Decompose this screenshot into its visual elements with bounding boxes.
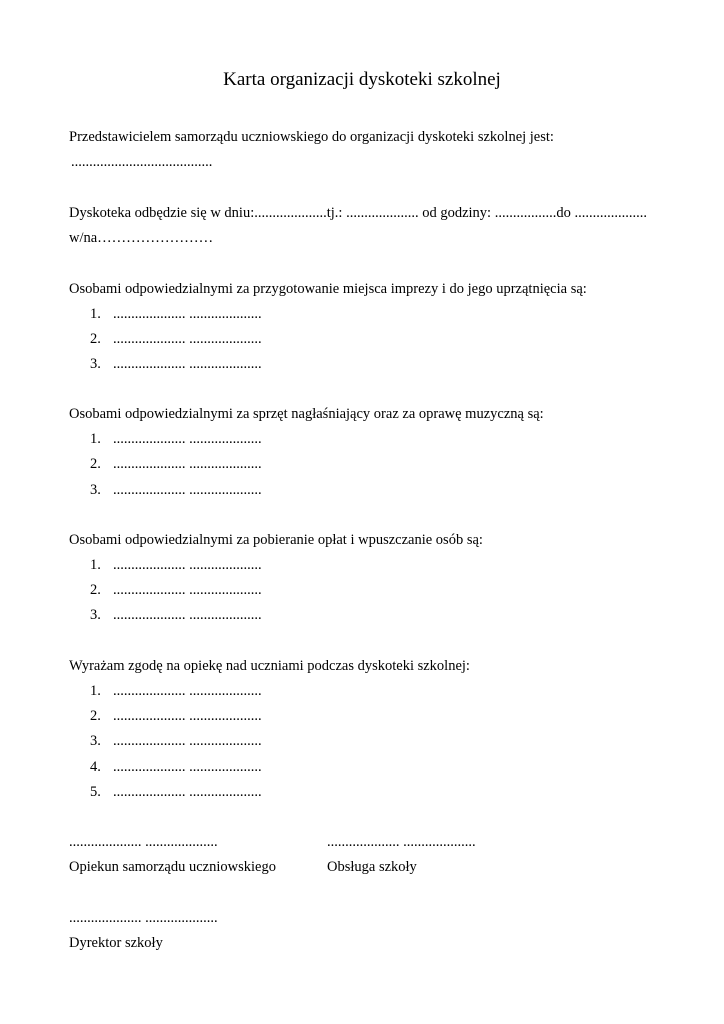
list-item-number: 2. bbox=[90, 456, 101, 472]
list-item bbox=[90, 606, 262, 624]
date-line: Dyskoteka odbędzie się w dniu:....................tj.: .................... od godziny: .................do .................... bbox=[69, 205, 647, 221]
list-item-blank: .................... .................... bbox=[113, 607, 262, 623]
list-item-blank: .................... .................... bbox=[113, 456, 262, 472]
list-item bbox=[90, 430, 262, 448]
list-item-blank: .................... .................... bbox=[113, 683, 262, 699]
list-item bbox=[90, 305, 262, 323]
list-item-blank: .................... .................... bbox=[113, 331, 262, 347]
list-item-number: 5. bbox=[90, 784, 101, 800]
page-title: Karta organizacji dyskoteki szkolnej bbox=[223, 69, 501, 90]
list-item-number: 1. bbox=[90, 306, 101, 322]
list-item bbox=[90, 556, 262, 574]
list-item-number: 2. bbox=[90, 708, 101, 724]
list-item bbox=[90, 707, 262, 725]
list-item-blank: .................... .................... bbox=[113, 431, 262, 447]
list-item bbox=[90, 330, 262, 348]
list-item-number: 2. bbox=[90, 582, 101, 598]
list-item-number: 1. bbox=[90, 431, 101, 447]
list-item bbox=[90, 355, 262, 373]
list-item-blank: .................... .................... bbox=[113, 356, 262, 372]
signature-dyrektor-label: Dyrektor szkoły bbox=[69, 935, 163, 951]
list-item-number: 1. bbox=[90, 683, 101, 699]
list-item-blank: .................... .................... bbox=[113, 733, 262, 749]
list-item bbox=[90, 732, 262, 750]
list-item bbox=[90, 758, 262, 776]
list-item-blank: .................... .................... bbox=[113, 557, 262, 573]
place-line: w/na…………………… bbox=[69, 230, 214, 246]
list-item-number: 3. bbox=[90, 607, 101, 623]
list-item-blank: .................... .................... bbox=[113, 306, 262, 322]
signature-obsluga-label: Obsługa szkoły bbox=[327, 859, 417, 875]
signature-opiekun-label: Opiekun samorządu uczniowskiego bbox=[69, 859, 276, 875]
list-item-blank: .................... .................... bbox=[113, 784, 262, 800]
list-item bbox=[90, 682, 262, 700]
representative-blank: ....................................... bbox=[71, 154, 213, 170]
list-item bbox=[90, 581, 262, 599]
list-item-number: 3. bbox=[90, 482, 101, 498]
signature-opiekun-blank: .................... .................... bbox=[69, 834, 218, 850]
section-heading-consent: Wyrażam zgodę na opiekę nad uczniami podczas dyskoteki szkolnej: bbox=[69, 658, 470, 674]
section-heading-fees: Osobami odpowiedzialnymi za pobieranie opłat i wpuszczanie osób są: bbox=[69, 532, 483, 548]
list-item-number: 3. bbox=[90, 356, 101, 372]
list-item-number: 1. bbox=[90, 557, 101, 573]
section-heading-preparation: Osobami odpowiedzialnymi za przygotowanie miejsca imprezy i do jego uprzątnięcia są: bbox=[69, 281, 587, 297]
representative-label: Przedstawicielem samorządu uczniowskiego do organizacji dyskoteki szkolnej jest: bbox=[69, 129, 554, 145]
signature-dyrektor-blank: .................... .................... bbox=[69, 910, 218, 926]
list-item-blank: .................... .................... bbox=[113, 582, 262, 598]
list-item-blank: .................... .................... bbox=[113, 482, 262, 498]
list-item-number: 2. bbox=[90, 331, 101, 347]
section-heading-sound: Osobami odpowiedzialnymi za sprzęt nagłaśniający oraz za oprawę muzyczną są: bbox=[69, 406, 544, 422]
signature-obsluga-blank: .................... .................... bbox=[327, 834, 476, 850]
list-item bbox=[90, 783, 262, 801]
list-item-number: 3. bbox=[90, 733, 101, 749]
list-item-blank: .................... .................... bbox=[113, 708, 262, 724]
list-item-blank: .................... .................... bbox=[113, 759, 262, 775]
list-item bbox=[90, 455, 262, 473]
list-item-number: 4. bbox=[90, 759, 101, 775]
list-item bbox=[90, 481, 262, 499]
